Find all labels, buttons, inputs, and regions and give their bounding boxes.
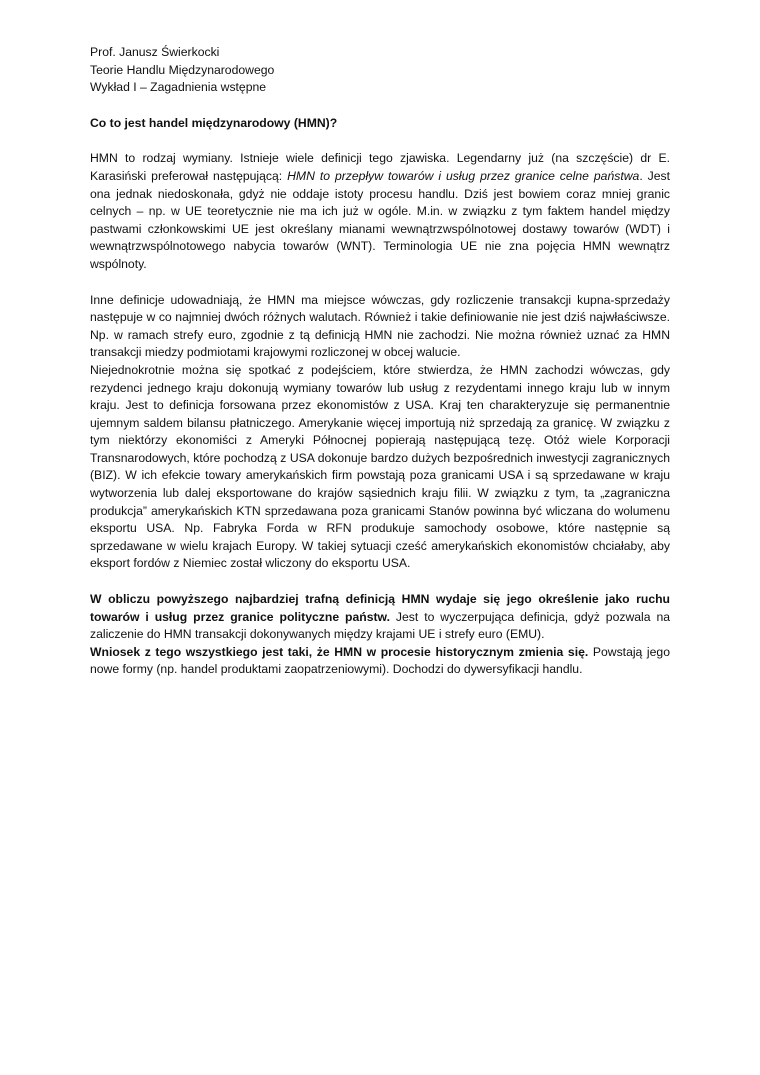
section-question: Co to jest handel międzynarodowy (HMN)? <box>90 115 338 130</box>
paragraph-definition-customs <box>90 150 670 273</box>
bold-statement: Wniosek z tego wszystkiego jest taki, że HMN w procesie historycznym zmienia się. <box>90 644 589 659</box>
course-line: Teorie Handlu Międzynarodowego <box>90 62 275 77</box>
quoted-definition: HMN to przepływ towarów i usług przez granice celne państwa <box>287 168 640 183</box>
paragraph-definition-residents: Niejednokrotnie można się spotkać z podejściem, które stwierdza, że HMN zachodzi wówczas, gdy rezydenci jednego kraju dokonują wymiany towarów lub usług z rezydentami innego kraju lub w innym kraju. Jest to definicja forsowana przez ekonomistów z USA. Kraj ten charakteryzuje się permanentnie ujemnym saldem bilansu płatniczego. Amerykanie więcej importują niż sprzedają za granicę. W związku z tym niektórzy ekonomiści z Ameryki Północnej popierają następującą tezę. Otóż wiele Korporacji Transnarodowych, które pochodzą z USA dokonuje bardzo dużych bezpośrednich inwestycji zagranicznych (BIZ). W ich efekcie towary amerykańskich firm powstają poza granicami USA i są sprzedawane w kraju wytworzenia lub dalej eksportowane do krajów sąsiednich kraju filii. W związku z tym, ta „zagraniczna produkcja” amerykańskich KTN sprzedawana poza granicami Stanów powinna być wliczana do wolumenu eksportu USA. Np. Fabryka Forda w RFN produkuje samochody osobowe, które następnie są sprzedawane w wielu krajach Europy. W takiej sytuacji cześć amerykańskich ekonomistów chciałaby, aby eksport fordów z Niemiec został wliczony do eksportu USA. <box>90 362 670 571</box>
paragraph-text: Jest to wyczerpująca definicja, gdyż pozwala na zaliczenie do HMN transakcji dokonywanych między krajami UE i strefy euro (EMU). <box>90 609 670 642</box>
paragraph-text: . Jest ona jednak niedoskonała, gdyż nie oddaje istoty procesu handlu. Dziś jest bowiem coraz mniej granic celnych – np. w UE teoretycznie nie ma ich już w ogóle. M.in. w związku z tym faktem handel między pastwami członkowskimi UE jest określany mianami wewnątrzwspólnotowej dostawy towarów (WDT) i wewnątrzwspólnotowego nabycia towarów (WNT). Terminologia UE nie zna pojęcia HMN wewnątrz wspólnoty. <box>90 168 671 271</box>
paragraph-text: HMN to rodzaj wymiany. Istnieje wiele definicji tego zjawiska. Legendarny już (na szczęście) dr E. Karasiński preferował następującą: <box>90 151 670 183</box>
paragraph-conclusion-definition <box>90 591 670 644</box>
paragraph-definition-currency: Inne definicje udowadniają, że HMN ma miejsce wówczas, gdy rozliczenie transakcji kupna-sprzedaży następuje w co najmniej dwóch różnych walutach. Również i takie definiowanie nie jest dziś najwłaściwsze. Np. w ramach strefy euro, zgodnie z tą definicją HMN nie zachodzi. Nie można również uznać za HMN transakcji miedzy podmiotami krajowymi rozliczonej w obcej walucie. <box>90 292 670 360</box>
bold-statement: W obliczu powyższego najbardziej trafną definicją HMN wydaje się jego określenie jako ruchu towarów i usług przez granice polityczne państw. <box>90 592 670 624</box>
lecture-line: Wykład I – Zagadnienia wstępne <box>90 80 267 95</box>
document-header <box>90 44 670 97</box>
paragraph-text: Powstają jego nowe formy (np. handel produktami zaopatrzeniowymi). Dochodzi do dywersyfikacji handlu. <box>90 644 670 677</box>
author-line: Prof. Janusz Świerkocki <box>90 45 220 59</box>
paragraph-conclusion-history <box>90 644 670 679</box>
document-page <box>90 44 670 679</box>
